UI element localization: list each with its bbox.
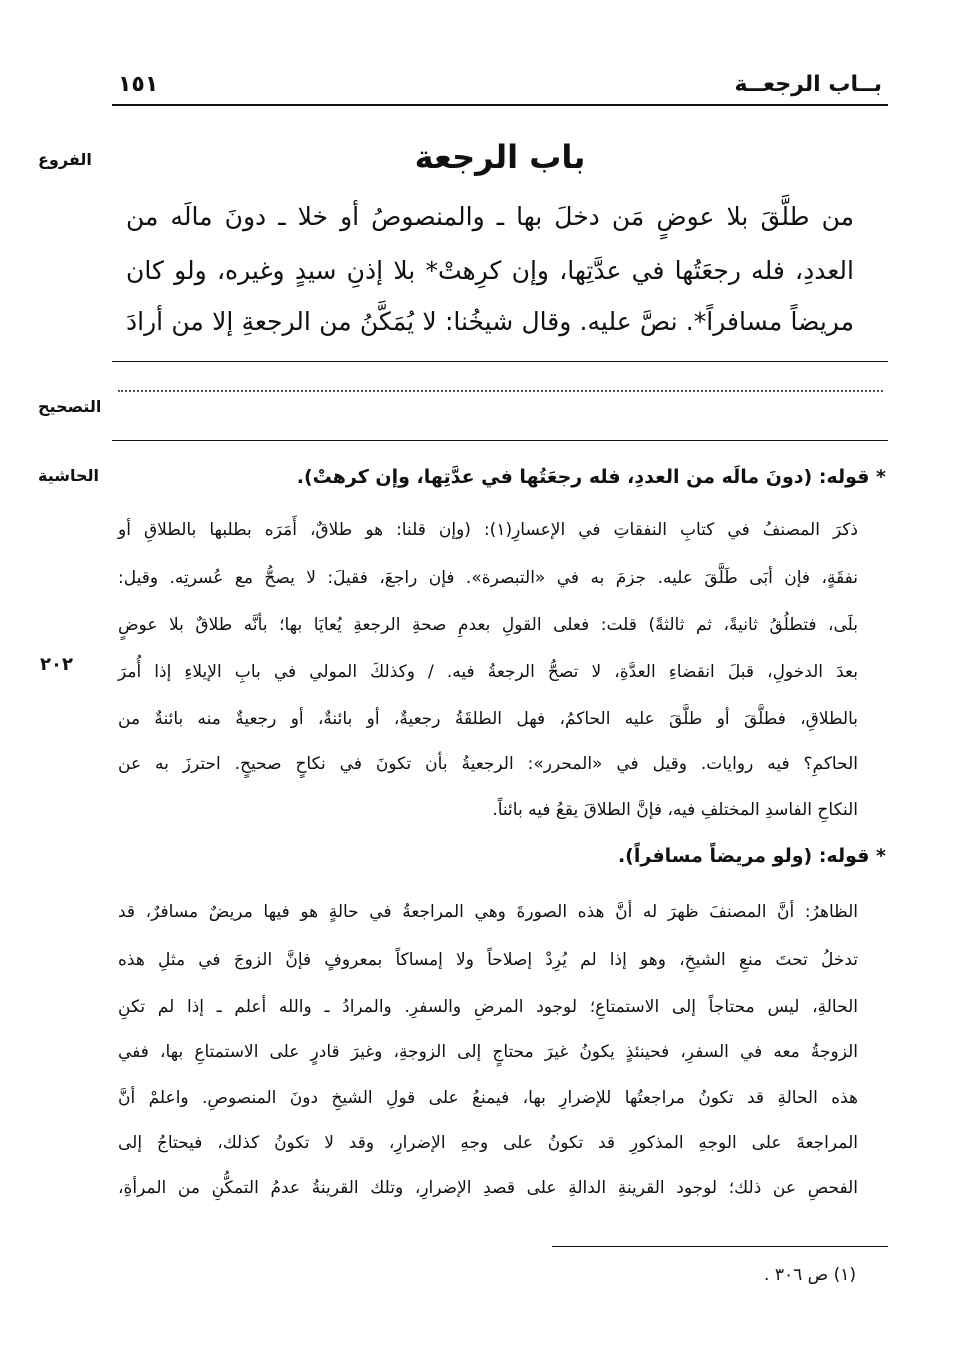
commentary-line: الفحصِ عن ذلك؛ لوجود القرينةِ الدالةِ على قصدِ الإضرارِ، وتلك القرينةُ عدمُ التمكُّنِ من المرأةِ، bbox=[118, 1178, 858, 1198]
commentary-heading: * قوله: (دونَ مالَه من العددِ، فله رجعَتُها في عدَّتِها، وإن كرهتْ). bbox=[296, 466, 886, 488]
commentary-line: الحالةِ، ليس محتاجاً إلى الاستمتاعِ؛ لوجود المرضِ والسفرِ. والمرادُ ـ والله أعلم ـ إذا لم تكنِ bbox=[118, 997, 858, 1017]
tashih-dotted-line bbox=[118, 390, 883, 392]
commentary-line: الحاكمِ؟ فيه روايات. وقيل في «المحرر»: الرجعيةُ بأن تكونَ في نكاحٍ صحيحٍ. احترزَ به عن bbox=[118, 754, 858, 774]
main-text-line: مريضاً مسافراً*. نصَّ عليه. وقال شيخُنا: لا يُمَكَّنُ من الرجعةِ إلا من أرادَ bbox=[126, 307, 854, 336]
running-title: بــاب الرجعــة bbox=[734, 72, 882, 97]
commentary-line: نفقَةٍ، فإن أبَى طَلَّقَ عليه. جزمَ به في «التبصرة». فإن راجعَ، فقيلَ: لا يصحُّ مع عُسرتِه. وقيل: bbox=[118, 568, 858, 588]
margin-label-furu: الفروع bbox=[38, 150, 92, 169]
chapter-title: باب الرجعة bbox=[414, 138, 586, 176]
commentary-line: بالطلاقِ، فطلَّقَ أو طلَّقَ عليه الحاكمُ، فهل الطلقَةُ رجعيةٌ، أو بائنةٌ، أو رجعيةٌ منه بائنةٌ من bbox=[118, 709, 858, 729]
commentary-line: الظاهرُ: أنَّ المصنفَ ظهرَ له أنَّ هذه الصورةَ وهي المراجعةُ في حالةٍ هو فيها مريضٌ مسافرٌ، قد bbox=[118, 902, 858, 922]
commentary-line: بعدَ الدخولِ، قبلَ انقضاءِ العدَّةِ، لا تصحُّ الرجعةُ فيه. / وكذلكَ المولي في بابِ الإيلاءِ إذا أُمرَ bbox=[118, 662, 858, 682]
margin-label-hashiya: الحاشية bbox=[38, 466, 99, 485]
commentary-line: النكاحِ الفاسدِ المختلفِ فيه، فإنَّ الطلاقَ يقعُ فيه بائناً. bbox=[492, 800, 858, 820]
commentary-heading: * قوله: (ولو مريضاً مسافراً). bbox=[617, 845, 886, 867]
margin-page-reference: ٢٠٢ bbox=[40, 654, 73, 675]
commentary-line: المراجعةَ على الوجهِ المذكورِ قد تكونُ على وجهِ الإضرارِ، وقد لا تكونُ كذلك، فيحتاجُ إلى bbox=[118, 1133, 858, 1153]
footnote: (١) ص ٣٠٦ . bbox=[764, 1265, 856, 1285]
commentary-line: ذكرَ المصنفُ في كتابِ النفقاتِ في الإعسارِ(١): (وإن قلنا: هو طلاقٌ، أَمَرَه بطلبها بالطلاقِ أو bbox=[118, 520, 858, 540]
section-divider bbox=[112, 440, 888, 441]
main-text-line: من طلَّقَ بلا عوضٍ مَن دخلَ بها ـ والمنصوصُ أو خلا ـ دونَ مالَه من bbox=[126, 202, 854, 231]
commentary-line: تدخلُ تحتَ منعِ الشيخِ، وهو إذا لم يُرِدْ إصلاحاً ولا إمساكاً بمعروفٍ فإنَّ الزوجَ في مثلِ هذه bbox=[118, 950, 858, 970]
header-rule bbox=[112, 104, 888, 106]
commentary-line: بلَى، فتطلُقُ ثانيةً، ثم ثالثةً) قلت: فعلى القولِ بعدمِ صحةِ الرجعةِ يُعايَا بها؛ بأنَّه طلاقٌ بلا عوضٍ bbox=[118, 615, 858, 635]
main-text-line: العددِ، فله رجعَتُها في عدَّتِها، وإن كرِهتْ* بلا إذنِ سيدٍ وغيره، ولو كان bbox=[126, 256, 854, 285]
margin-label-tashih: التصحيح bbox=[38, 397, 102, 416]
page-number: ١٥١ bbox=[118, 72, 159, 97]
commentary-line: هذه الحالةِ قد تكونُ مراجعتُها للإضرارِ بها، فيمنعُ على قولِ الشيخِ دونَ المنصوصِ. واعلمْ أنَّ bbox=[118, 1088, 858, 1108]
footnote-rule bbox=[552, 1246, 888, 1247]
commentary-line: الزوجةُ معه في السفرِ، فحينئذٍ يكونُ غيرَ محتاجٍ إلى الزوجةِ، وغيرَ قادرٍ على الاستمتاعِ بها، ففي bbox=[118, 1042, 858, 1062]
section-divider bbox=[112, 361, 888, 362]
